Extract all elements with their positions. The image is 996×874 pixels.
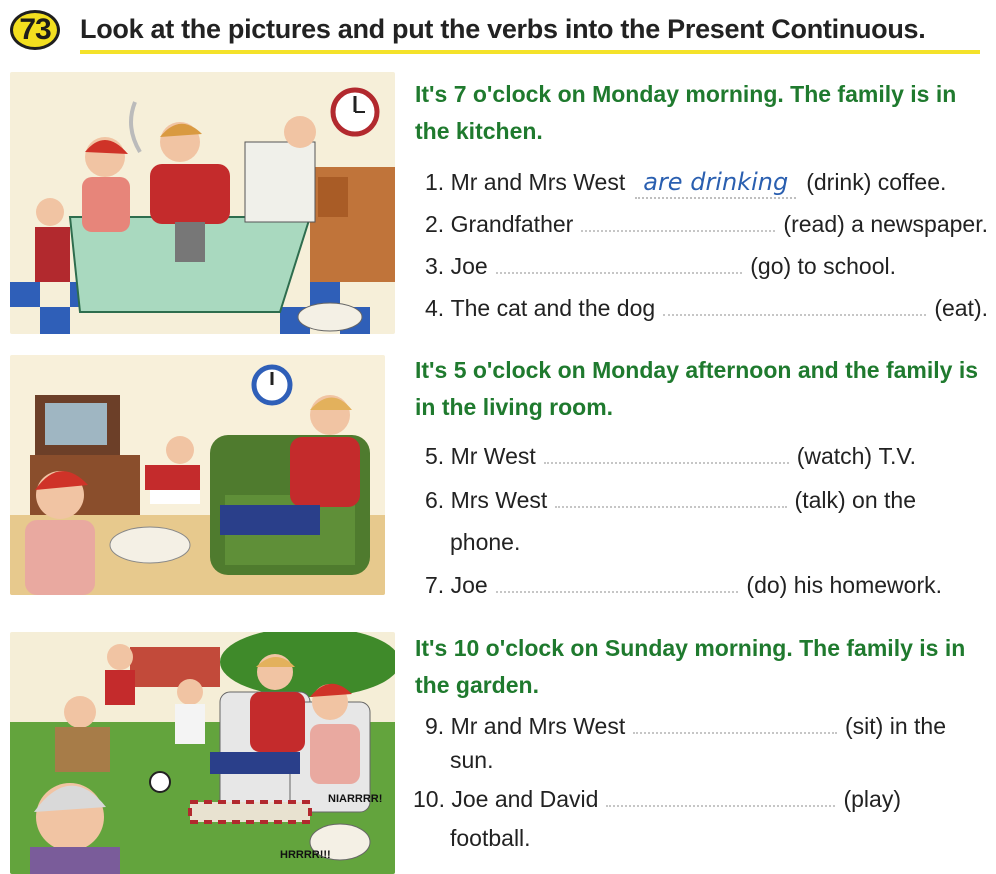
answer-field[interactable] xyxy=(544,446,789,464)
living-room-illustration xyxy=(10,355,385,595)
item-rest: to school. xyxy=(797,253,896,279)
answer-field[interactable] xyxy=(496,256,743,274)
exercise-item-9 xyxy=(425,712,946,741)
item-number: 7. xyxy=(425,572,445,598)
exercise-header xyxy=(0,0,996,62)
item-number: 5. xyxy=(425,443,445,469)
item-number: 6. xyxy=(425,487,445,513)
exercise-item-6 xyxy=(425,486,916,515)
exercise-item-3 xyxy=(425,252,896,281)
item-number: 2. xyxy=(425,211,445,237)
item-rest: his homework. xyxy=(793,572,942,598)
item-number: 9. xyxy=(425,713,445,739)
item-number: 4. xyxy=(425,295,445,321)
item-rest: in the xyxy=(889,713,946,739)
answer-field[interactable] xyxy=(496,575,739,593)
item-rest: a newspaper. xyxy=(851,211,988,237)
exercise-item-5 xyxy=(425,442,916,471)
item-verb: (go) xyxy=(750,253,792,279)
sound-effect-cat: HRRRR!!! xyxy=(280,849,331,861)
exercise-number-badge: 73 xyxy=(10,10,60,50)
answer-field[interactable] xyxy=(633,716,837,734)
item-subject: Joe xyxy=(450,572,488,598)
item-verb: (play) xyxy=(843,786,901,812)
garden-illustration xyxy=(10,632,395,874)
exercise-item-10 xyxy=(413,785,901,814)
item-subject: Mr West xyxy=(450,443,536,469)
answer-field[interactable] xyxy=(555,490,786,508)
scene-description-garden: It's 10 o'clock on Sunday morning. The family is in the garden. xyxy=(415,635,966,698)
item-subject: The cat and the dog xyxy=(450,295,656,321)
scene-description-kitchen: It's 7 o'clock on Monday morning. The family is in the kitchen. xyxy=(415,81,957,144)
exercise-item-1 xyxy=(425,168,988,199)
item-verb: (eat). xyxy=(934,295,988,321)
item-number: 3. xyxy=(425,253,445,279)
item-subject: Mr and Mrs West xyxy=(450,713,626,739)
exercise-item-6-continued: phone. xyxy=(450,529,521,555)
item-subject: Mrs West xyxy=(450,487,548,513)
exercise-item-4 xyxy=(425,294,988,323)
item-subject: Joe xyxy=(450,253,488,279)
item-rest: T.V. xyxy=(878,443,916,469)
item-rest: coffee. xyxy=(877,169,947,195)
item-verb: (read) xyxy=(783,211,845,237)
item-subject: Joe and David xyxy=(451,786,599,812)
item-verb: (talk) xyxy=(794,487,846,513)
exercise-item-7 xyxy=(425,571,942,600)
header-underline xyxy=(80,50,980,54)
kitchen-illustration xyxy=(10,72,395,334)
item-number: 10. xyxy=(413,786,445,812)
item-rest: on the xyxy=(852,487,916,513)
exercise-item-10-continued: football. xyxy=(450,825,531,851)
sound-effect-dog: NIARRRR! xyxy=(328,793,383,805)
item-subject: Grandfather xyxy=(450,211,574,237)
item-subject: Mr and Mrs West xyxy=(450,169,626,195)
answer-field[interactable] xyxy=(581,214,775,232)
answer-field[interactable]: are drinking xyxy=(635,168,796,199)
item-verb: (drink) xyxy=(806,169,872,195)
item-verb: (sit) xyxy=(845,713,884,739)
item-verb: (do) xyxy=(746,572,788,598)
item-verb: (watch) xyxy=(796,443,873,469)
item-number: 1. xyxy=(425,169,445,195)
scene-description-living-room: It's 5 o'clock on Monday afternoon and the family is in the living room. xyxy=(415,357,979,420)
answer-field[interactable] xyxy=(606,789,835,807)
exercise-item-2 xyxy=(425,210,988,239)
exercise-item-9-continued: sun. xyxy=(450,747,494,773)
answer-field[interactable] xyxy=(663,298,926,316)
exercise-instruction: Look at the pictures and put the verbs into the Present Continuous. xyxy=(80,14,926,44)
